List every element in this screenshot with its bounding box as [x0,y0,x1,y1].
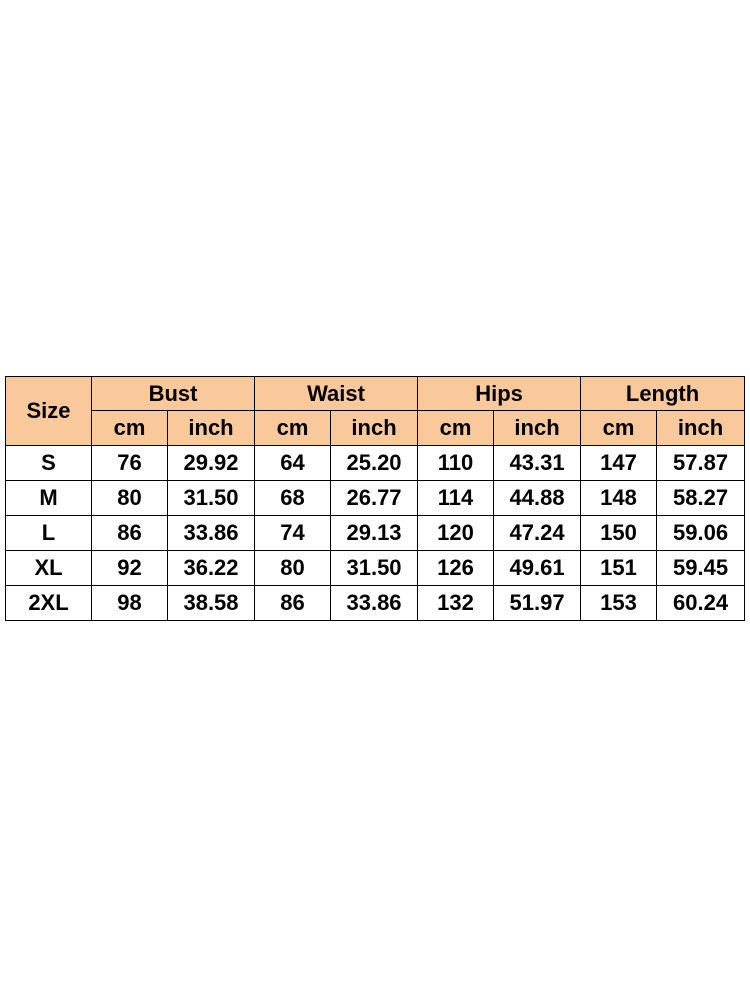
measurement-cell: 110 [418,446,494,481]
table-row [6,586,745,621]
measurement-cell: 150 [581,516,657,551]
measurement-cell: 58.27 [657,481,745,516]
size-cell: M [6,481,92,516]
measurement-cell: 44.88 [494,481,581,516]
measurement-cell: 126 [418,551,494,586]
unit-header-hips-inch: inch [494,411,581,446]
measurement-cell: 132 [418,586,494,621]
unit-header-length-cm: cm [581,411,657,446]
measurement-cell: 31.50 [331,551,418,586]
measurement-cell: 49.61 [494,551,581,586]
measurement-cell: 43.31 [494,446,581,481]
measurement-cell: 51.97 [494,586,581,621]
size-cell: S [6,446,92,481]
measurement-cell: 148 [581,481,657,516]
measurement-cell: 98 [92,586,168,621]
size-chart-table [5,376,745,621]
measurement-cell: 31.50 [168,481,255,516]
group-header-length: Length [581,377,745,411]
group-header-hips: Hips [418,377,581,411]
measurement-cell: 120 [418,516,494,551]
unit-header-bust-cm: cm [92,411,168,446]
unit-header-length-inch: inch [657,411,745,446]
table-row [6,481,745,516]
group-header-waist: Waist [255,377,418,411]
measurement-cell: 86 [255,586,331,621]
size-cell: 2XL [6,586,92,621]
measurement-cell: 60.24 [657,586,745,621]
table-row [6,446,745,481]
unit-header-hips-cm: cm [418,411,494,446]
measurement-cell: 38.58 [168,586,255,621]
measurement-cell: 86 [92,516,168,551]
measurement-cell: 147 [581,446,657,481]
unit-header-waist-cm: cm [255,411,331,446]
measurement-cell: 33.86 [331,586,418,621]
table-row [6,516,745,551]
measurement-cell: 29.13 [331,516,418,551]
measurement-cell: 64 [255,446,331,481]
header-row-groups [6,377,745,411]
measurement-cell: 26.77 [331,481,418,516]
unit-header-bust-inch: inch [168,411,255,446]
measurement-cell: 57.87 [657,446,745,481]
size-column-header: Size [6,377,92,446]
measurement-cell: 47.24 [494,516,581,551]
measurement-cell: 36.22 [168,551,255,586]
measurement-cell: 59.06 [657,516,745,551]
measurement-cell: 80 [92,481,168,516]
measurement-cell: 33.86 [168,516,255,551]
measurement-cell: 80 [255,551,331,586]
measurement-cell: 29.92 [168,446,255,481]
measurement-cell: 76 [92,446,168,481]
measurement-cell: 74 [255,516,331,551]
unit-header-waist-inch: inch [331,411,418,446]
measurement-cell: 59.45 [657,551,745,586]
measurement-cell: 114 [418,481,494,516]
size-cell: L [6,516,92,551]
table-row [6,551,745,586]
measurement-cell: 92 [92,551,168,586]
group-header-bust: Bust [92,377,255,411]
measurement-cell: 151 [581,551,657,586]
measurement-cell: 68 [255,481,331,516]
header-row-units [6,411,745,446]
measurement-cell: 25.20 [331,446,418,481]
measurement-cell: 153 [581,586,657,621]
size-cell: XL [6,551,92,586]
